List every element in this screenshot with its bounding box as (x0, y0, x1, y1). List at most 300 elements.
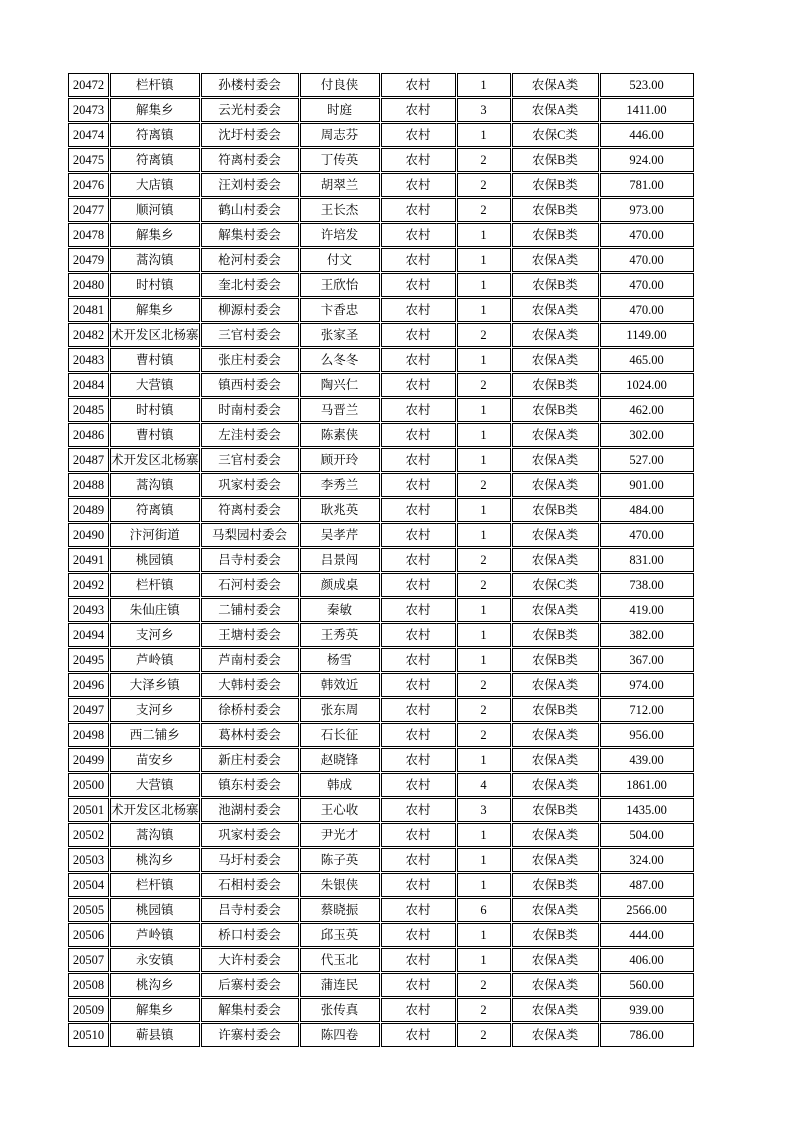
table-row (68, 98, 694, 122)
record-id-cell: 20510 (68, 1023, 109, 1047)
person-name-cell: 顾开玲 (300, 448, 380, 472)
village-committee-cell: 石相村委会 (201, 873, 299, 897)
count-cell: 2 (457, 1023, 511, 1047)
town-cell: 大泽乡镇 (110, 673, 200, 697)
insurance-category-cell: 农保A类 (512, 723, 599, 747)
record-id-cell: 20493 (68, 598, 109, 622)
amount-cell: 738.00 (600, 573, 694, 597)
town-cell: 曹村镇 (110, 348, 200, 372)
record-id-cell: 20483 (68, 348, 109, 372)
village-committee-cell: 巩家村委会 (201, 473, 299, 497)
village-committee-cell: 大许村委会 (201, 948, 299, 972)
table-row (68, 748, 694, 772)
count-cell: 1 (457, 423, 511, 447)
count-cell: 2 (457, 323, 511, 347)
residence-type-cell: 农村 (381, 448, 456, 472)
insurance-category-cell: 农保A类 (512, 948, 599, 972)
record-id-cell: 20481 (68, 298, 109, 322)
town-cell: 符离镇 (110, 148, 200, 172)
amount-cell: 406.00 (600, 948, 694, 972)
person-name-cell: 付良侠 (300, 73, 380, 97)
insurance-category-cell: 农保A类 (512, 248, 599, 272)
amount-cell: 382.00 (600, 623, 694, 647)
residence-type-cell: 农村 (381, 423, 456, 447)
record-id-cell: 20479 (68, 248, 109, 272)
residence-type-cell: 农村 (381, 298, 456, 322)
town-cell: 桃园镇 (110, 898, 200, 922)
insurance-category-cell: 农保A类 (512, 1023, 599, 1047)
table-row (68, 248, 694, 272)
record-id-cell: 20472 (68, 73, 109, 97)
insurance-category-cell: 农保B类 (512, 923, 599, 947)
insurance-category-cell: 农保A类 (512, 773, 599, 797)
amount-cell: 470.00 (600, 298, 694, 322)
town-cell: 桃沟乡 (110, 973, 200, 997)
table-row (68, 123, 694, 147)
record-id-cell: 20492 (68, 573, 109, 597)
insurance-category-cell: 农保A类 (512, 898, 599, 922)
count-cell: 1 (457, 648, 511, 672)
residence-type-cell: 农村 (381, 673, 456, 697)
town-cell: 曹村镇 (110, 423, 200, 447)
town-cell: 时村镇 (110, 398, 200, 422)
amount-cell: 302.00 (600, 423, 694, 447)
residence-type-cell: 农村 (381, 473, 456, 497)
insurance-category-cell: 农保C类 (512, 573, 599, 597)
person-name-cell: 代玉北 (300, 948, 380, 972)
insurance-category-cell: 农保B类 (512, 698, 599, 722)
count-cell: 2 (457, 548, 511, 572)
amount-cell: 470.00 (600, 523, 694, 547)
village-committee-cell: 云光村委会 (201, 98, 299, 122)
person-name-cell: 张家圣 (300, 323, 380, 347)
record-id-cell: 20506 (68, 923, 109, 947)
residence-type-cell: 农村 (381, 898, 456, 922)
person-name-cell: 韩成 (300, 773, 380, 797)
insurance-category-cell: 农保A类 (512, 973, 599, 997)
record-id-cell: 20491 (68, 548, 109, 572)
town-cell: 蒿沟镇 (110, 473, 200, 497)
record-id-cell: 20497 (68, 698, 109, 722)
record-id-cell: 20477 (68, 198, 109, 222)
count-cell: 1 (457, 348, 511, 372)
village-committee-cell: 巩家村委会 (201, 823, 299, 847)
count-cell: 1 (457, 848, 511, 872)
count-cell: 2 (457, 698, 511, 722)
town-cell: 符离镇 (110, 498, 200, 522)
record-id-cell: 20474 (68, 123, 109, 147)
village-committee-cell: 孙楼村委会 (201, 73, 299, 97)
village-committee-cell: 王塘村委会 (201, 623, 299, 647)
amount-cell: 504.00 (600, 823, 694, 847)
record-id-cell: 20485 (68, 398, 109, 422)
record-id-cell: 20478 (68, 223, 109, 247)
insurance-category-cell: 农保B类 (512, 148, 599, 172)
record-id-cell: 20473 (68, 98, 109, 122)
table-row (68, 298, 694, 322)
count-cell: 1 (457, 523, 511, 547)
insurance-category-cell: 农保A类 (512, 448, 599, 472)
count-cell: 3 (457, 98, 511, 122)
count-cell: 1 (457, 223, 511, 247)
person-name-cell: 秦敏 (300, 598, 380, 622)
insurance-category-cell: 农保C类 (512, 123, 599, 147)
insurance-category-cell: 农保B类 (512, 223, 599, 247)
table-row (68, 323, 694, 347)
person-name-cell: 时庭 (300, 98, 380, 122)
residence-type-cell: 农村 (381, 998, 456, 1022)
insurance-category-cell: 农保A类 (512, 848, 599, 872)
residence-type-cell: 农村 (381, 348, 456, 372)
residence-type-cell: 农村 (381, 948, 456, 972)
person-name-cell: 颜成桌 (300, 573, 380, 597)
town-cell: 芦岭镇 (110, 923, 200, 947)
record-id-cell: 20488 (68, 473, 109, 497)
residence-type-cell: 农村 (381, 98, 456, 122)
amount-cell: 939.00 (600, 998, 694, 1022)
town-cell: 桃园镇 (110, 548, 200, 572)
amount-cell: 786.00 (600, 1023, 694, 1047)
village-committee-cell: 二铺村委会 (201, 598, 299, 622)
person-name-cell: 丁传英 (300, 148, 380, 172)
town-cell: 朱仙庄镇 (110, 598, 200, 622)
count-cell: 1 (457, 448, 511, 472)
town-cell: 桃沟乡 (110, 848, 200, 872)
table-row (68, 198, 694, 222)
record-id-cell: 20480 (68, 273, 109, 297)
count-cell: 1 (457, 623, 511, 647)
person-name-cell: 卞香忠 (300, 298, 380, 322)
count-cell: 1 (457, 498, 511, 522)
residence-type-cell: 农村 (381, 498, 456, 522)
record-id-cell: 20494 (68, 623, 109, 647)
count-cell: 1 (457, 823, 511, 847)
town-cell: 栏杆镇 (110, 573, 200, 597)
village-committee-cell: 镇西村委会 (201, 373, 299, 397)
table-row (68, 673, 694, 697)
person-name-cell: 周志芬 (300, 123, 380, 147)
town-cell: 大店镇 (110, 173, 200, 197)
table-row (68, 998, 694, 1022)
village-committee-cell: 许寨村委会 (201, 1023, 299, 1047)
table-row (68, 923, 694, 947)
village-committee-cell: 符离村委会 (201, 148, 299, 172)
town-cell: 解集乡 (110, 998, 200, 1022)
residence-type-cell: 农村 (381, 323, 456, 347)
amount-cell: 470.00 (600, 273, 694, 297)
residence-type-cell: 农村 (381, 548, 456, 572)
village-committee-cell: 吕寺村委会 (201, 548, 299, 572)
residence-type-cell: 农村 (381, 248, 456, 272)
record-id-cell: 20501 (68, 798, 109, 822)
amount-cell: 831.00 (600, 548, 694, 572)
town-cell: 苗安乡 (110, 748, 200, 772)
table-row (68, 573, 694, 597)
record-id-cell: 20507 (68, 948, 109, 972)
village-committee-cell: 镇东村委会 (201, 773, 299, 797)
table-row (68, 898, 694, 922)
residence-type-cell: 农村 (381, 198, 456, 222)
count-cell: 2 (457, 473, 511, 497)
village-committee-cell: 解集村委会 (201, 998, 299, 1022)
village-committee-cell: 三官村委会 (201, 448, 299, 472)
village-committee-cell: 三官村委会 (201, 323, 299, 347)
insurance-category-cell: 农保A类 (512, 998, 599, 1022)
amount-cell: 1149.00 (600, 323, 694, 347)
amount-cell: 973.00 (600, 198, 694, 222)
amount-cell: 781.00 (600, 173, 694, 197)
person-name-cell: 蒲连民 (300, 973, 380, 997)
record-id-cell: 20504 (68, 873, 109, 897)
amount-cell: 523.00 (600, 73, 694, 97)
village-committee-cell: 枪河村委会 (201, 248, 299, 272)
village-committee-cell: 池湖村委会 (201, 798, 299, 822)
person-name-cell: 邱玉英 (300, 923, 380, 947)
insurance-category-cell: 农保A类 (512, 473, 599, 497)
insurance-category-cell: 农保A类 (512, 748, 599, 772)
amount-cell: 974.00 (600, 673, 694, 697)
records-table (67, 72, 695, 1048)
town-cell: 时村镇 (110, 273, 200, 297)
insurance-category-cell: 农保B类 (512, 873, 599, 897)
table-row (68, 1023, 694, 1047)
insurance-category-cell: 农保A类 (512, 423, 599, 447)
amount-cell: 487.00 (600, 873, 694, 897)
amount-cell: 712.00 (600, 698, 694, 722)
record-id-cell: 20499 (68, 748, 109, 772)
amount-cell: 324.00 (600, 848, 694, 872)
village-committee-cell: 奎北村委会 (201, 273, 299, 297)
record-id-cell: 20495 (68, 648, 109, 672)
amount-cell: 956.00 (600, 723, 694, 747)
person-name-cell: 蔡晓振 (300, 898, 380, 922)
town-cell: 永安镇 (110, 948, 200, 972)
count-cell: 2 (457, 973, 511, 997)
table-row (68, 373, 694, 397)
table-row (68, 773, 694, 797)
person-name-cell: 王长杰 (300, 198, 380, 222)
count-cell: 1 (457, 273, 511, 297)
table-row (68, 523, 694, 547)
village-committee-cell: 鹤山村委会 (201, 198, 299, 222)
person-name-cell: 吴孝芹 (300, 523, 380, 547)
record-id-cell: 20498 (68, 723, 109, 747)
amount-cell: 470.00 (600, 223, 694, 247)
count-cell: 2 (457, 173, 511, 197)
count-cell: 2 (457, 723, 511, 747)
amount-cell: 1435.00 (600, 798, 694, 822)
count-cell: 2 (457, 673, 511, 697)
village-committee-cell: 符离村委会 (201, 498, 299, 522)
village-committee-cell: 芦南村委会 (201, 648, 299, 672)
table-row (68, 948, 694, 972)
table-row (68, 423, 694, 447)
residence-type-cell: 农村 (381, 823, 456, 847)
town-cell: 顺河镇 (110, 198, 200, 222)
amount-cell: 924.00 (600, 148, 694, 172)
village-committee-cell: 解集村委会 (201, 223, 299, 247)
count-cell: 2 (457, 148, 511, 172)
person-name-cell: 张东周 (300, 698, 380, 722)
town-cell: 西二铺乡 (110, 723, 200, 747)
count-cell: 1 (457, 923, 511, 947)
table-row (68, 848, 694, 872)
table-row (68, 148, 694, 172)
person-name-cell: 耿兆英 (300, 498, 380, 522)
residence-type-cell: 农村 (381, 773, 456, 797)
residence-type-cell: 农村 (381, 223, 456, 247)
village-committee-cell: 柳源村委会 (201, 298, 299, 322)
table-row (68, 448, 694, 472)
record-id-cell: 20500 (68, 773, 109, 797)
person-name-cell: 马晋兰 (300, 398, 380, 422)
person-name-cell: 陶兴仁 (300, 373, 380, 397)
village-committee-cell: 马梨园村委会 (201, 523, 299, 547)
table-row (68, 873, 694, 897)
person-name-cell: 张传真 (300, 998, 380, 1022)
count-cell: 1 (457, 948, 511, 972)
village-committee-cell: 张庄村委会 (201, 348, 299, 372)
insurance-category-cell: 农保A类 (512, 598, 599, 622)
village-committee-cell: 徐桥村委会 (201, 698, 299, 722)
residence-type-cell: 农村 (381, 873, 456, 897)
person-name-cell: 胡翠兰 (300, 173, 380, 197)
count-cell: 2 (457, 998, 511, 1022)
town-cell: 术开发区北杨寨 (110, 798, 200, 822)
village-committee-cell: 新庄村委会 (201, 748, 299, 772)
town-cell: 蒿沟镇 (110, 823, 200, 847)
person-name-cell: 尹光才 (300, 823, 380, 847)
count-cell: 2 (457, 573, 511, 597)
amount-cell: 367.00 (600, 648, 694, 672)
person-name-cell: 王欣怡 (300, 273, 380, 297)
village-committee-cell: 葛林村委会 (201, 723, 299, 747)
insurance-category-cell: 农保A类 (512, 348, 599, 372)
person-name-cell: 王心收 (300, 798, 380, 822)
village-committee-cell: 马圩村委会 (201, 848, 299, 872)
insurance-category-cell: 农保B类 (512, 498, 599, 522)
table-row (68, 173, 694, 197)
table-row (68, 973, 694, 997)
record-id-cell: 20509 (68, 998, 109, 1022)
insurance-category-cell: 农保A类 (512, 673, 599, 697)
amount-cell: 465.00 (600, 348, 694, 372)
insurance-category-cell: 农保B类 (512, 373, 599, 397)
amount-cell: 484.00 (600, 498, 694, 522)
table-row (68, 473, 694, 497)
insurance-category-cell: 农保A类 (512, 523, 599, 547)
village-committee-cell: 大韩村委会 (201, 673, 299, 697)
count-cell: 2 (457, 373, 511, 397)
town-cell: 支河乡 (110, 698, 200, 722)
town-cell: 栏杆镇 (110, 873, 200, 897)
residence-type-cell: 农村 (381, 698, 456, 722)
village-committee-cell: 后寨村委会 (201, 973, 299, 997)
residence-type-cell: 农村 (381, 923, 456, 947)
amount-cell: 419.00 (600, 598, 694, 622)
record-id-cell: 20503 (68, 848, 109, 872)
town-cell: 大营镇 (110, 773, 200, 797)
village-committee-cell: 石河村委会 (201, 573, 299, 597)
amount-cell: 444.00 (600, 923, 694, 947)
person-name-cell: 么冬冬 (300, 348, 380, 372)
person-name-cell: 付文 (300, 248, 380, 272)
amount-cell: 446.00 (600, 123, 694, 147)
residence-type-cell: 农村 (381, 848, 456, 872)
insurance-category-cell: 农保A类 (512, 823, 599, 847)
table-row (68, 823, 694, 847)
table-row (68, 723, 694, 747)
residence-type-cell: 农村 (381, 623, 456, 647)
amount-cell: 470.00 (600, 248, 694, 272)
village-committee-cell: 汪刘村委会 (201, 173, 299, 197)
amount-cell: 439.00 (600, 748, 694, 772)
town-cell: 符离镇 (110, 123, 200, 147)
amount-cell: 1861.00 (600, 773, 694, 797)
town-cell: 芦岭镇 (110, 648, 200, 672)
residence-type-cell: 农村 (381, 973, 456, 997)
residence-type-cell: 农村 (381, 73, 456, 97)
record-id-cell: 20484 (68, 373, 109, 397)
town-cell: 汴河街道 (110, 523, 200, 547)
town-cell: 术开发区北杨寨 (110, 448, 200, 472)
village-committee-cell: 吕寺村委会 (201, 898, 299, 922)
count-cell: 3 (457, 798, 511, 822)
record-id-cell: 20508 (68, 973, 109, 997)
person-name-cell: 陈四卷 (300, 1023, 380, 1047)
town-cell: 解集乡 (110, 223, 200, 247)
count-cell: 6 (457, 898, 511, 922)
insurance-category-cell: 农保A类 (512, 548, 599, 572)
person-name-cell: 陈子英 (300, 848, 380, 872)
count-cell: 1 (457, 748, 511, 772)
table-row (68, 648, 694, 672)
residence-type-cell: 农村 (381, 398, 456, 422)
town-cell: 大营镇 (110, 373, 200, 397)
insurance-category-cell: 农保A类 (512, 73, 599, 97)
table-row (68, 798, 694, 822)
residence-type-cell: 农村 (381, 523, 456, 547)
amount-cell: 527.00 (600, 448, 694, 472)
residence-type-cell: 农村 (381, 173, 456, 197)
person-name-cell: 许培发 (300, 223, 380, 247)
residence-type-cell: 农村 (381, 123, 456, 147)
table-row (68, 348, 694, 372)
town-cell: 蕲县镇 (110, 1023, 200, 1047)
residence-type-cell: 农村 (381, 373, 456, 397)
person-name-cell: 吕景闯 (300, 548, 380, 572)
person-name-cell: 陈素侠 (300, 423, 380, 447)
village-committee-cell: 时南村委会 (201, 398, 299, 422)
amount-cell: 462.00 (600, 398, 694, 422)
record-id-cell: 20486 (68, 423, 109, 447)
count-cell: 1 (457, 873, 511, 897)
record-id-cell: 20502 (68, 823, 109, 847)
village-committee-cell: 桥口村委会 (201, 923, 299, 947)
amount-cell: 901.00 (600, 473, 694, 497)
amount-cell: 2566.00 (600, 898, 694, 922)
insurance-category-cell: 农保B类 (512, 623, 599, 647)
insurance-category-cell: 农保B类 (512, 798, 599, 822)
residence-type-cell: 农村 (381, 598, 456, 622)
insurance-category-cell: 农保B类 (512, 198, 599, 222)
count-cell: 1 (457, 248, 511, 272)
record-id-cell: 20487 (68, 448, 109, 472)
amount-cell: 560.00 (600, 973, 694, 997)
residence-type-cell: 农村 (381, 148, 456, 172)
town-cell: 栏杆镇 (110, 73, 200, 97)
count-cell: 1 (457, 398, 511, 422)
